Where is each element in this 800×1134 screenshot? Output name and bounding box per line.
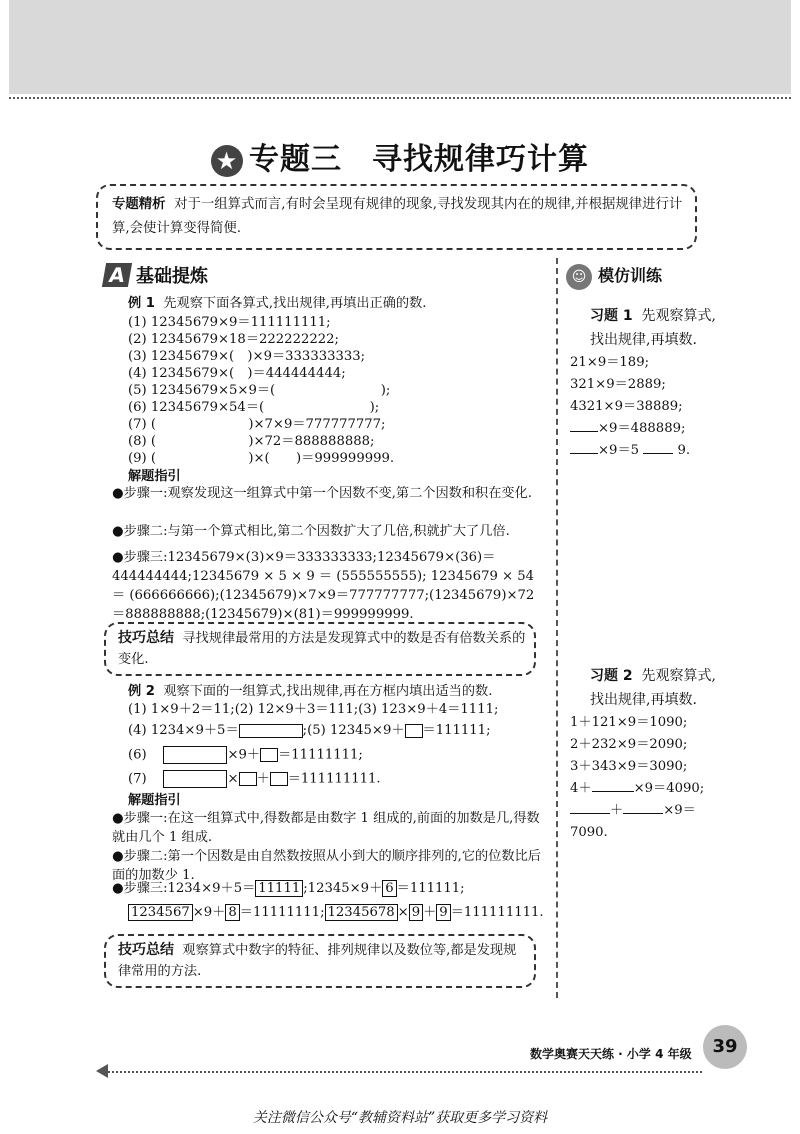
answer-value: 12345678	[325, 904, 398, 921]
ex1-label: 例 1	[128, 296, 155, 311]
tip-1-label: 技巧总结	[118, 630, 174, 646]
tip-1-text-block	[118, 628, 526, 670]
ex1-line-7: (7) ( )×7×9＝777777777;	[128, 417, 386, 432]
answer-value: 8	[225, 904, 239, 921]
exercise-1-line: ×9＝488889;	[570, 418, 720, 440]
fill-blank[interactable]	[592, 791, 634, 792]
ex2-label: 例 2	[128, 684, 155, 699]
answer-box[interactable]	[260, 748, 278, 762]
ex1-step-3: ●步骤三:12345679×(3)×9＝333333333;12345679×(36)＝444444444;12345679 × 5 × 9 ＝ (555555555); 12345679 × 54 ＝ (666666666);(12345679)×7×9＝777777777;(12345679)×72＝888888888;(12345679)×(81)＝999999999.	[112, 550, 535, 622]
ex1-line-3: (3) 12345679×( )×9＝333333333;	[128, 349, 366, 364]
ex1-guide-title: 解题指引	[128, 469, 181, 484]
ex2-step-2: ●步骤二:第一个因数是由自然数按照从小到大的顺序排列的,它的位数比后面的加数少 1.	[112, 849, 541, 883]
top-gray-band	[9, 0, 791, 94]
arrow-left-icon	[96, 1064, 108, 1078]
ex2-line-2: (4) 1234×9＋5＝ ;(5) 12345×9＋ ＝111111;	[128, 723, 491, 738]
exercise-1-prompt: 先观察算式,找出规律,再填数.	[590, 308, 716, 348]
answer-box[interactable]	[163, 746, 227, 764]
intro-label: 专题精析	[112, 197, 166, 212]
intro-text: 对于一组算式而言,有时会呈现有规律的现象,寻找发现其内在的规律,并根据规律进行计算,会使计算变得简便.	[112, 197, 683, 236]
star-icon: ★	[211, 145, 243, 177]
fill-blank[interactable]	[643, 453, 673, 454]
answer-value: 9	[409, 904, 423, 921]
answer-box[interactable]	[163, 770, 227, 788]
fill-blank[interactable]	[570, 431, 598, 432]
ex1-line-6: (6) 12345679×54＝( );	[128, 400, 380, 415]
section-a-title: A 基础提炼	[104, 262, 208, 288]
exercise-1	[570, 304, 720, 462]
tip-2-text: 观察算式中数字的特征、排列规律以及数位等,都是发现规律常用的方法.	[118, 943, 517, 979]
ex1-step-1: ●步骤一:观察发现这一组算式中第一个因数不变,第二个因数和积在变化.	[112, 486, 532, 501]
exercise-2	[570, 664, 720, 844]
exercise-2-label: 习题 2	[590, 668, 633, 684]
answer-value: 1234567	[128, 904, 193, 921]
exercise-1-label: 习题 1	[590, 308, 633, 324]
ex1-heading	[128, 295, 427, 312]
ex2-step-3-line-1: ●步骤三:1234×9＋5＝ 11111 ;12345×9＋ 6 ＝111111;	[112, 881, 465, 896]
exercise-2-line: 1＋121×9＝1090;	[570, 715, 688, 730]
ex1-line-2: (2) 12345679×18＝222222222;	[128, 332, 339, 347]
ex2-step-1: ●步骤一:在这一组算式中,得数都是由数字 1 组成的,前面的加数是几,得数就由几个 1 组成.	[112, 811, 540, 845]
footer-divider	[100, 1071, 702, 1073]
fill-blank[interactable]	[570, 813, 610, 814]
exercise-2-line: ＋ ×9＝	[570, 800, 720, 822]
exercise-2-line: 4＋ ×9＝4090;	[570, 781, 705, 796]
imitate-title: ☺ 模仿训练	[566, 263, 662, 290]
answer-box[interactable]	[239, 772, 257, 786]
column-divider	[556, 258, 558, 998]
answer-box[interactable]	[405, 724, 423, 738]
section-a-badge: A	[102, 263, 132, 287]
ex2-guide-title: 解题指引	[128, 793, 181, 808]
tip-2-label: 技巧总结	[118, 942, 174, 958]
ex2-heading	[128, 683, 492, 700]
ex1-line-8: (8) ( )×72＝888888888;	[128, 434, 375, 449]
exercise-2-line: 3＋343×9＝3090;	[570, 759, 688, 774]
answer-value: 9	[436, 904, 450, 921]
fill-blank[interactable]	[623, 813, 663, 814]
book-title: 数学奥赛天天练 · 小学 4 年级	[530, 1047, 692, 1061]
answer-box[interactable]	[270, 772, 288, 786]
exercise-1-line: 4321×9＝38889;	[570, 399, 683, 414]
ex1-line-5: (5) 12345679×5×9＝( );	[128, 383, 391, 398]
ex1-line-9: (9) ( )×( )＝999999999.	[128, 451, 395, 466]
ex2-step-3-line-2: 1234567 ×9＋ 8 ＝11111111; 12345678 × 9 ＋ 9 ＝111111111.	[128, 904, 544, 921]
answer-box[interactable]	[239, 724, 303, 738]
ex1-line-1: (1) 12345679×9＝111111111;	[128, 315, 331, 330]
exercise-2-prompt: 先观察算式,找出规律,再填数.	[590, 668, 716, 708]
top-divider	[9, 97, 791, 99]
ex2-line-3: (6) ×9＋ ＝11111111;	[128, 747, 363, 763]
ex2-line-1: (1) 1×9＋2＝11;(2) 12×9＋3＝111;(3) 123×9＋4＝1111;	[128, 702, 499, 717]
ex1-step-2: ●步骤二:与第一个算式相比,第二个因数扩大了几倍,积就扩大了几倍.	[112, 524, 510, 539]
tip-2-text-block	[118, 940, 526, 982]
ex2-line-4: (7) × ＋ ＝111111111.	[128, 771, 381, 787]
ex1-line-4: (4) 12345679×( )＝444444444;	[128, 366, 346, 381]
page-title: ★ 专题三 寻找规律巧计算	[0, 134, 800, 178]
exercise-1-line: ×9＝5 9.	[570, 440, 720, 462]
answer-value: 11111	[255, 880, 303, 897]
exercise-2-line: 2＋232×9＝2090;	[570, 737, 688, 752]
exercise-2-line: 7090.	[570, 825, 608, 840]
page-number: 39	[703, 1025, 747, 1069]
exercise-1-line: 21×9＝189;	[570, 355, 650, 370]
bottom-notice: 关注微信公众号“教辅资料站”获取更多学习资料	[252, 1110, 548, 1126]
answer-value: 6	[382, 880, 396, 897]
exercise-1-line: 321×9＝2889;	[570, 377, 666, 392]
intro-text-block	[112, 193, 688, 241]
tip-1-text: 寻找规律最常用的方法是发现算式中的数是否有倍数关系的变化.	[118, 631, 526, 667]
smiley-icon: ☺	[566, 264, 592, 290]
ex1-prompt: 先观察下面各算式,找出规律,再填出正确的数.	[163, 296, 427, 311]
ex2-prompt: 观察下面的一组算式,找出规律,再在方框内填出适当的数.	[163, 684, 493, 699]
fill-blank[interactable]	[570, 453, 598, 454]
